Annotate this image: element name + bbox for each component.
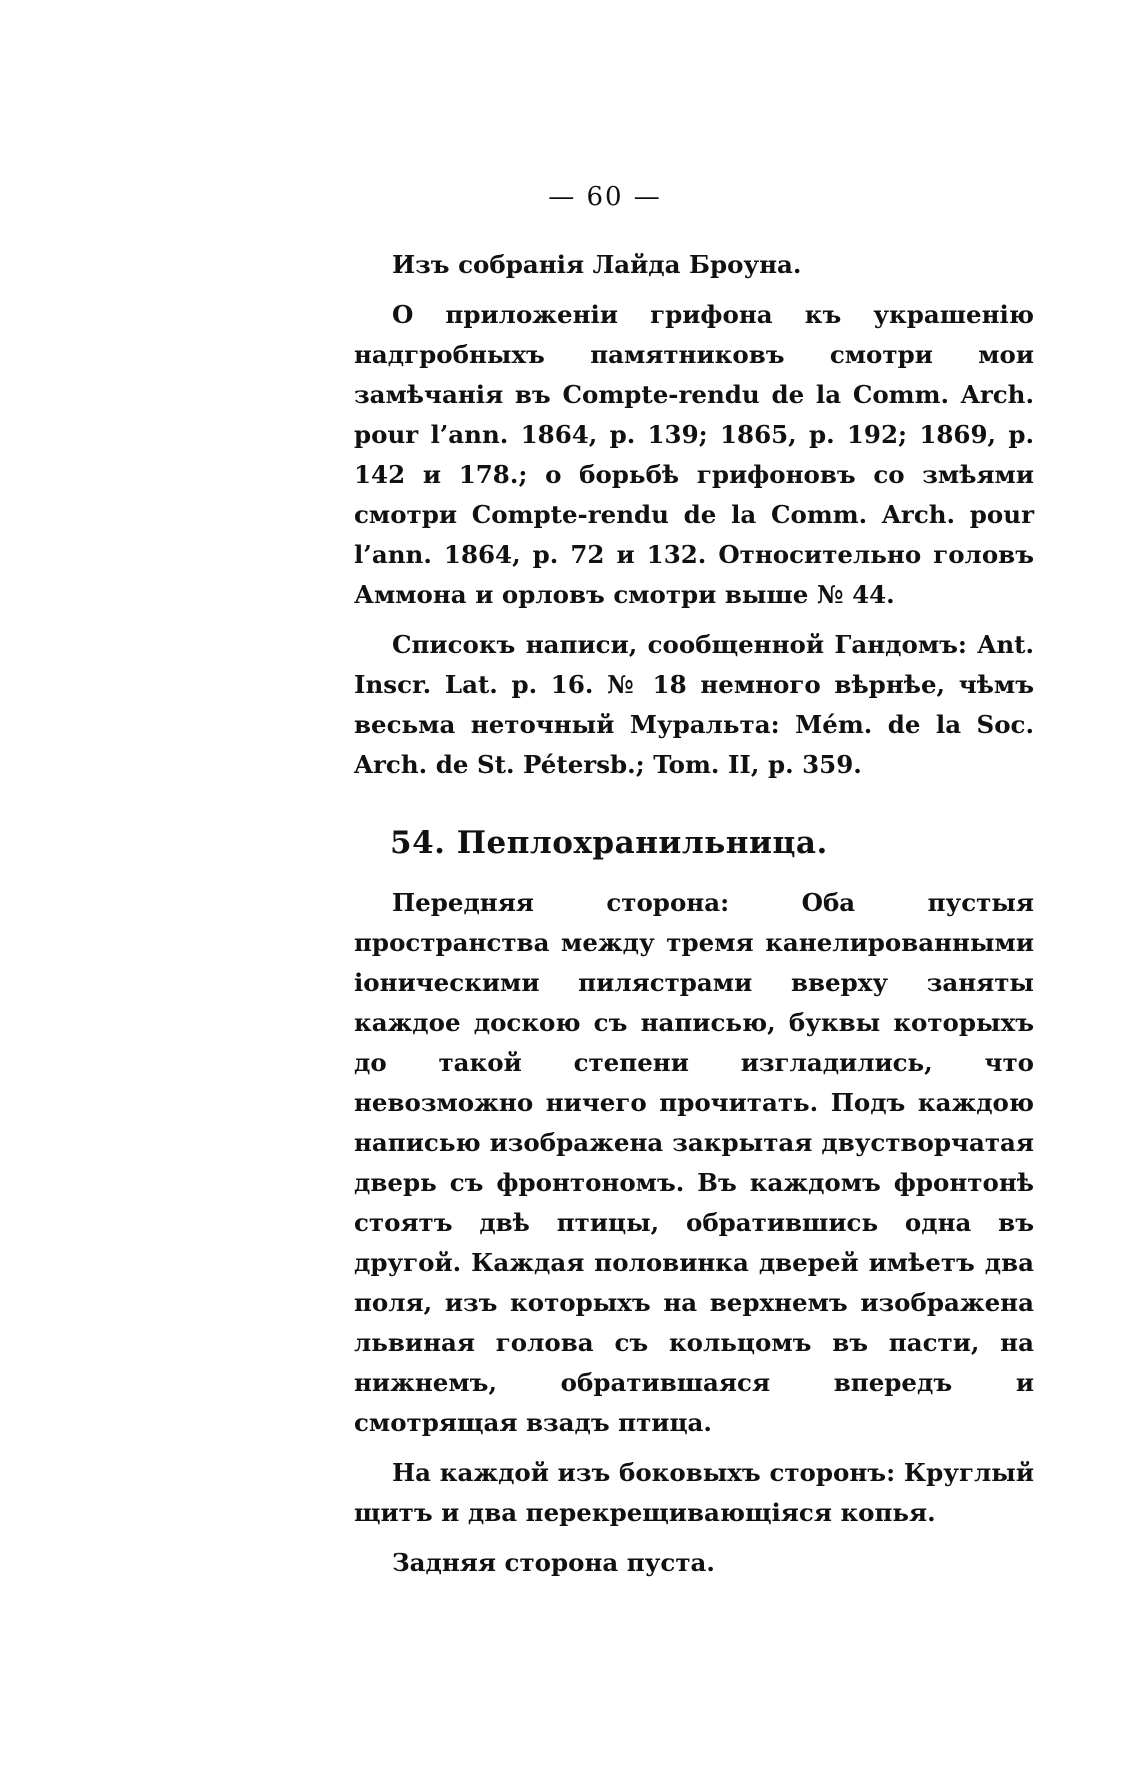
- back-side-paragraph: Задняя сторона пуста.: [392, 1548, 715, 1577]
- text-column: [354, 245, 1034, 1593]
- provenance-paragraph: Изъ собранія Лайда Броуна.: [392, 250, 802, 279]
- front-side-paragraph: Передняя сторона: Оба пустыя пространства между тремя канелированными іоническими пилястрами вверху заняты каждое доскою съ написью, буквы которыхъ до такой степени изгладились, что невозможно ничего прочитать. Подъ каждою написью изображена закрытая двустворчатая дверь съ фронтономъ. Въ каждомъ фронтонѣ стоятъ двѣ птицы, обратившись одна въ другой. Каждая половинка дверей имѣетъ два поля, изъ которыхъ на верхнемъ изображена львиная голова съ кольцомъ въ пасти, на нижнемъ, обратившаяся впередъ и смотрящая взадъ птица.: [354, 888, 1034, 1437]
- page-number: — 60 —: [548, 182, 662, 212]
- lateral-sides-paragraph: На каждой изъ боковыхъ сторонъ: Круглый щитъ и два перекрещивающіяся копья.: [354, 1458, 1034, 1527]
- griffin-note-paragraph: О приложеніи грифона къ украшенію надгробныхъ памятниковъ смотри мои замѣчанія въ Compte-rendu de la Comm. Arch. pour l’ann. 1864, p. 139; 1865, p. 192; 1869, p. 142 и 178.; о борьбѣ грифоновъ со змѣями смотри Compte-rendu de la Comm. Arch. pour l’ann. 1864, p. 72 и 132. Относительно головъ Аммона и орловъ смотри выше № 44.: [354, 300, 1034, 609]
- section-heading: 54. Пеплохранильница.: [390, 825, 828, 861]
- inscription-note-paragraph: Списокъ написи, сообщенной Гандомъ: Ant. Inscr. Lat. p. 16. № 18 немного вѣрнѣе, чѣмъ весьма неточный Муральта: Mém. de la Soc. Arch. de St. Pétersb.; Tom. II, p. 359.: [354, 630, 1034, 779]
